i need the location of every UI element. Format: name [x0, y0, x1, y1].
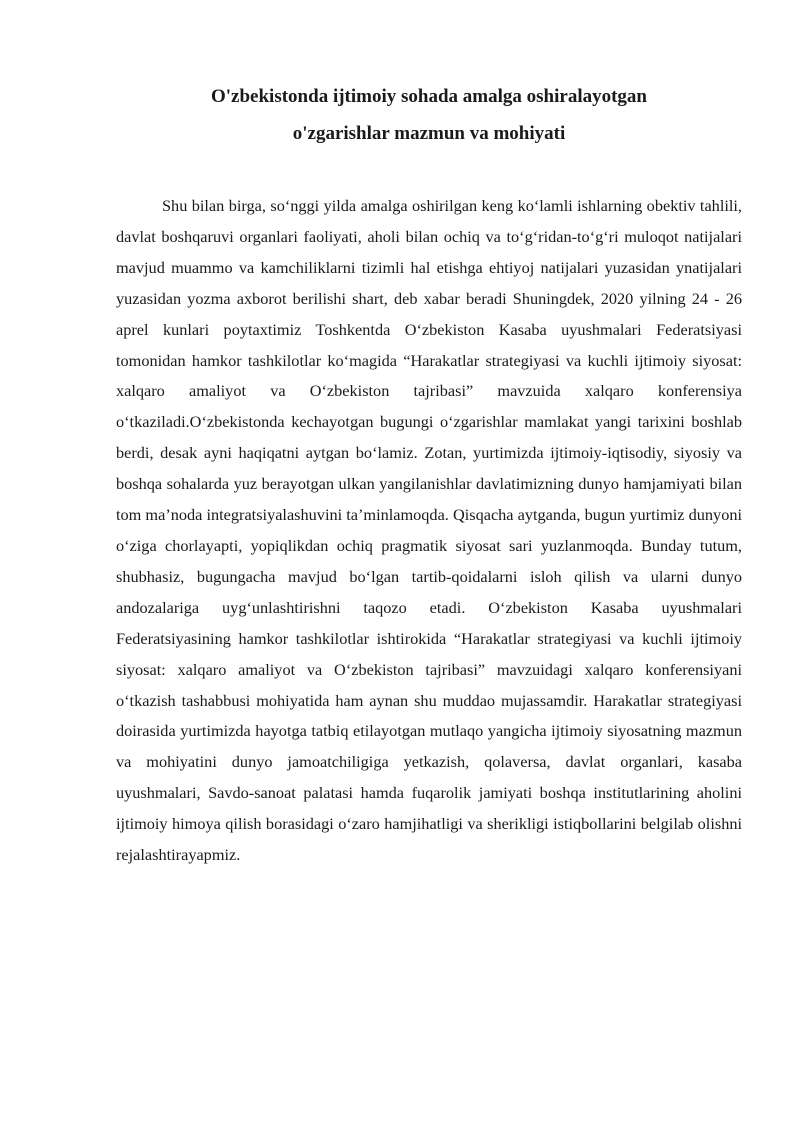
- title-line-2: o'zgarishlar mazmun va mohiyati: [292, 123, 566, 144]
- document-title: [116, 78, 742, 152]
- title-line-1: O'zbekistonda ijtimoiy sohada amalga oshiralayotgan: [211, 86, 647, 107]
- body-paragraph: Shu bilan birga, so‘nggi yilda amalga oshirilgan keng ko‘lamli ishlarning obektiv tahlili, davlat boshqaruvi organlari faoliyati, aholi bilan ochiq va to‘g‘ridan-to‘g‘ri muloqot natijalari mavjud muammo va kamchiliklarni tizimli hal etishga ehtiyoj natijalari yuzasidan ynatijalari yuzasidan yozma axborot berilishi shart, deb xabar beradi Shuningdek, 2020 yilning 24 - 26 aprel kunlari poytaxtimiz Toshkentda O‘zbekiston Kasaba uyushmalari Federatsiyasi tomonidan hamkor tashkilotlar ko‘magida “Harakatlar strategiyasi va kuchli ijtimoiy siyosat: xalqaro amaliyot va O‘zbekiston tajribasi” mavzuida xalqaro konferensiya o‘tkaziladi.O‘zbekistonda kechayotgan bugungi o‘zgarishlar mamlakat yangi tarixini boshlab berdi, desak ayni haqiqatni aytgan bo‘lamiz. Zotan, yurtimizda ijtimoiy-iqtisodiy, siyosiy va boshqa sohalarda yuz berayotgan ulkan yangilanishlar davlatimizning dunyo hamjamiyati bilan tom ma’noda integratsiyalashuvini ta’minlamoqda. Qisqacha aytganda, bugun yurtimiz dunyoni o‘ziga chorlayapti, yopiqlikdan ochiq pragmatik siyosat sari yuzlanmoqda. Bunday tutum, shubhasiz, bugungacha mavjud bo‘lgan tartib-qoidalarni isloh qilish va ularni dunyo andozalariga uyg‘unlashtirishni taqozo etadi. O‘zbekiston Kasaba uyushmalari Federatsiyasining hamkor tashkilotlar ishtirokida “Harakatlar strategiyasi va kuchli ijtimoiy siyosat: xalqaro amaliyot va O‘zbekiston tajribasi” mavzuidagi xalqaro konferensiyani o‘tkazish tashabbusi mohiyatida ham aynan shu muddao mujassamdir. Harakatlar strategiyasi doirasida yurtimizda hayotga tatbiq etilayotgan mutlaqo yangicha ijtimoiy siyosatning mazmun va mohiyatini dunyo jamoatchiligiga yetkazish, qolaversa, davlat organlari, kasaba uyushmalari, Savdo-sanoat palatasi hamda fuqarolik jamiyati boshqa institutlarining aholini ijtimoiy himoya qilish borasidagi o‘zaro hamjihatligi va sherikligi istiqbollarini belgilab olishni rejalashtirayapmiz.: [116, 196, 742, 865]
